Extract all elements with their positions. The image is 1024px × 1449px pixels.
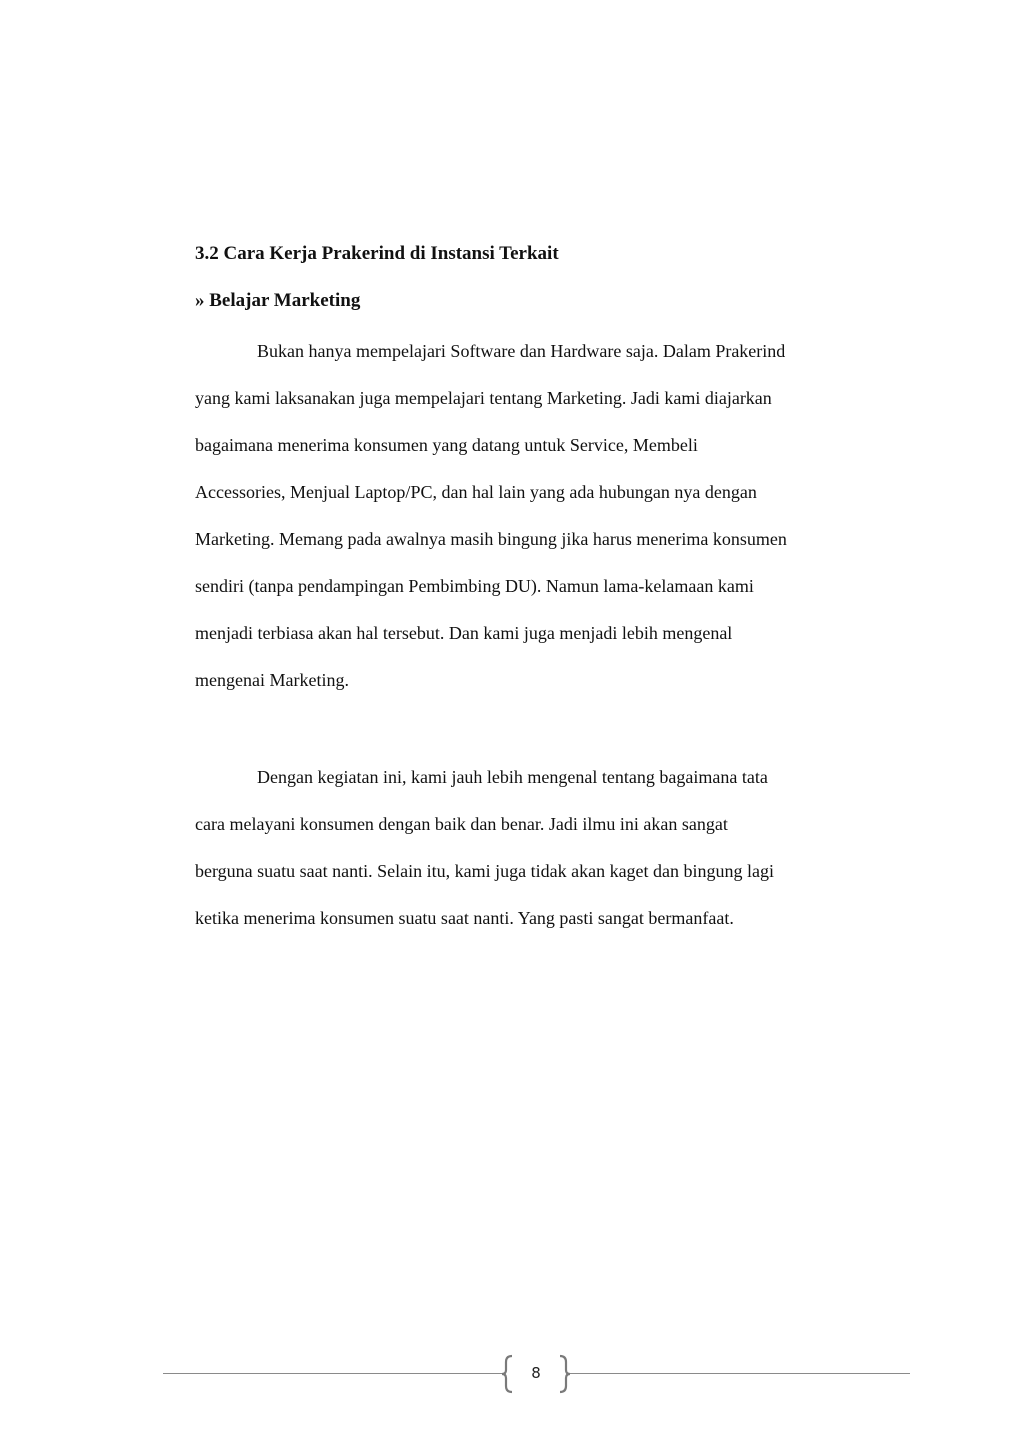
- paragraph-line: cara melayani konsumen dengan baik dan benar. Jadi ilmu ini akan sangat: [195, 814, 728, 834]
- paragraph-line: ketika menerima konsumen suatu saat nanti. Yang pasti sangat bermanfaat.: [195, 908, 734, 928]
- right-brace-icon: [558, 1354, 572, 1394]
- sub-title: » Belajar Marketing: [195, 290, 361, 311]
- footer-divider-left: [163, 1373, 503, 1374]
- paragraph-line: berguna suatu saat nanti. Selain itu, kami juga tidak akan kaget dan bingung lagi: [195, 861, 775, 881]
- paragraph-line: bagaimana menerima konsumen yang datang untuk Service, Membeli: [195, 435, 698, 455]
- paragraph-line: menjadi terbiasa akan hal tersebut. Dan kami juga menjadi lebih mengenal: [195, 623, 733, 643]
- section-title: 3.2 Cara Kerja Prakerind di Instansi Terkait: [195, 243, 559, 264]
- paragraph-line: yang kami laksanakan juga mempelajari tentang Marketing. Jadi kami diajarkan: [195, 388, 772, 408]
- paragraph-line: sendiri (tanpa pendampingan Pembimbing DU). Namun lama-kelamaan kami: [195, 576, 754, 596]
- paragraph-line: Dengan kegiatan ini, kami jauh lebih mengenal tentang bagaimana tata: [257, 767, 768, 787]
- page-number: 8: [531, 1364, 541, 1382]
- page-number-frame: [500, 1354, 572, 1394]
- paragraph-line: Marketing. Memang pada awalnya masih bingung jika harus menerima konsumen: [195, 529, 787, 549]
- paragraph-line: mengenai Marketing.: [195, 670, 349, 690]
- paragraph-line: Accessories, Menjual Laptop/PC, dan hal lain yang ada hubungan nya dengan: [195, 482, 757, 502]
- paragraph-2: [195, 765, 885, 953]
- footer-divider-right: [570, 1373, 910, 1374]
- paragraph-line: Bukan hanya mempelajari Software dan Hardware saja. Dalam Prakerind: [257, 341, 786, 361]
- paragraph-1: [195, 339, 885, 715]
